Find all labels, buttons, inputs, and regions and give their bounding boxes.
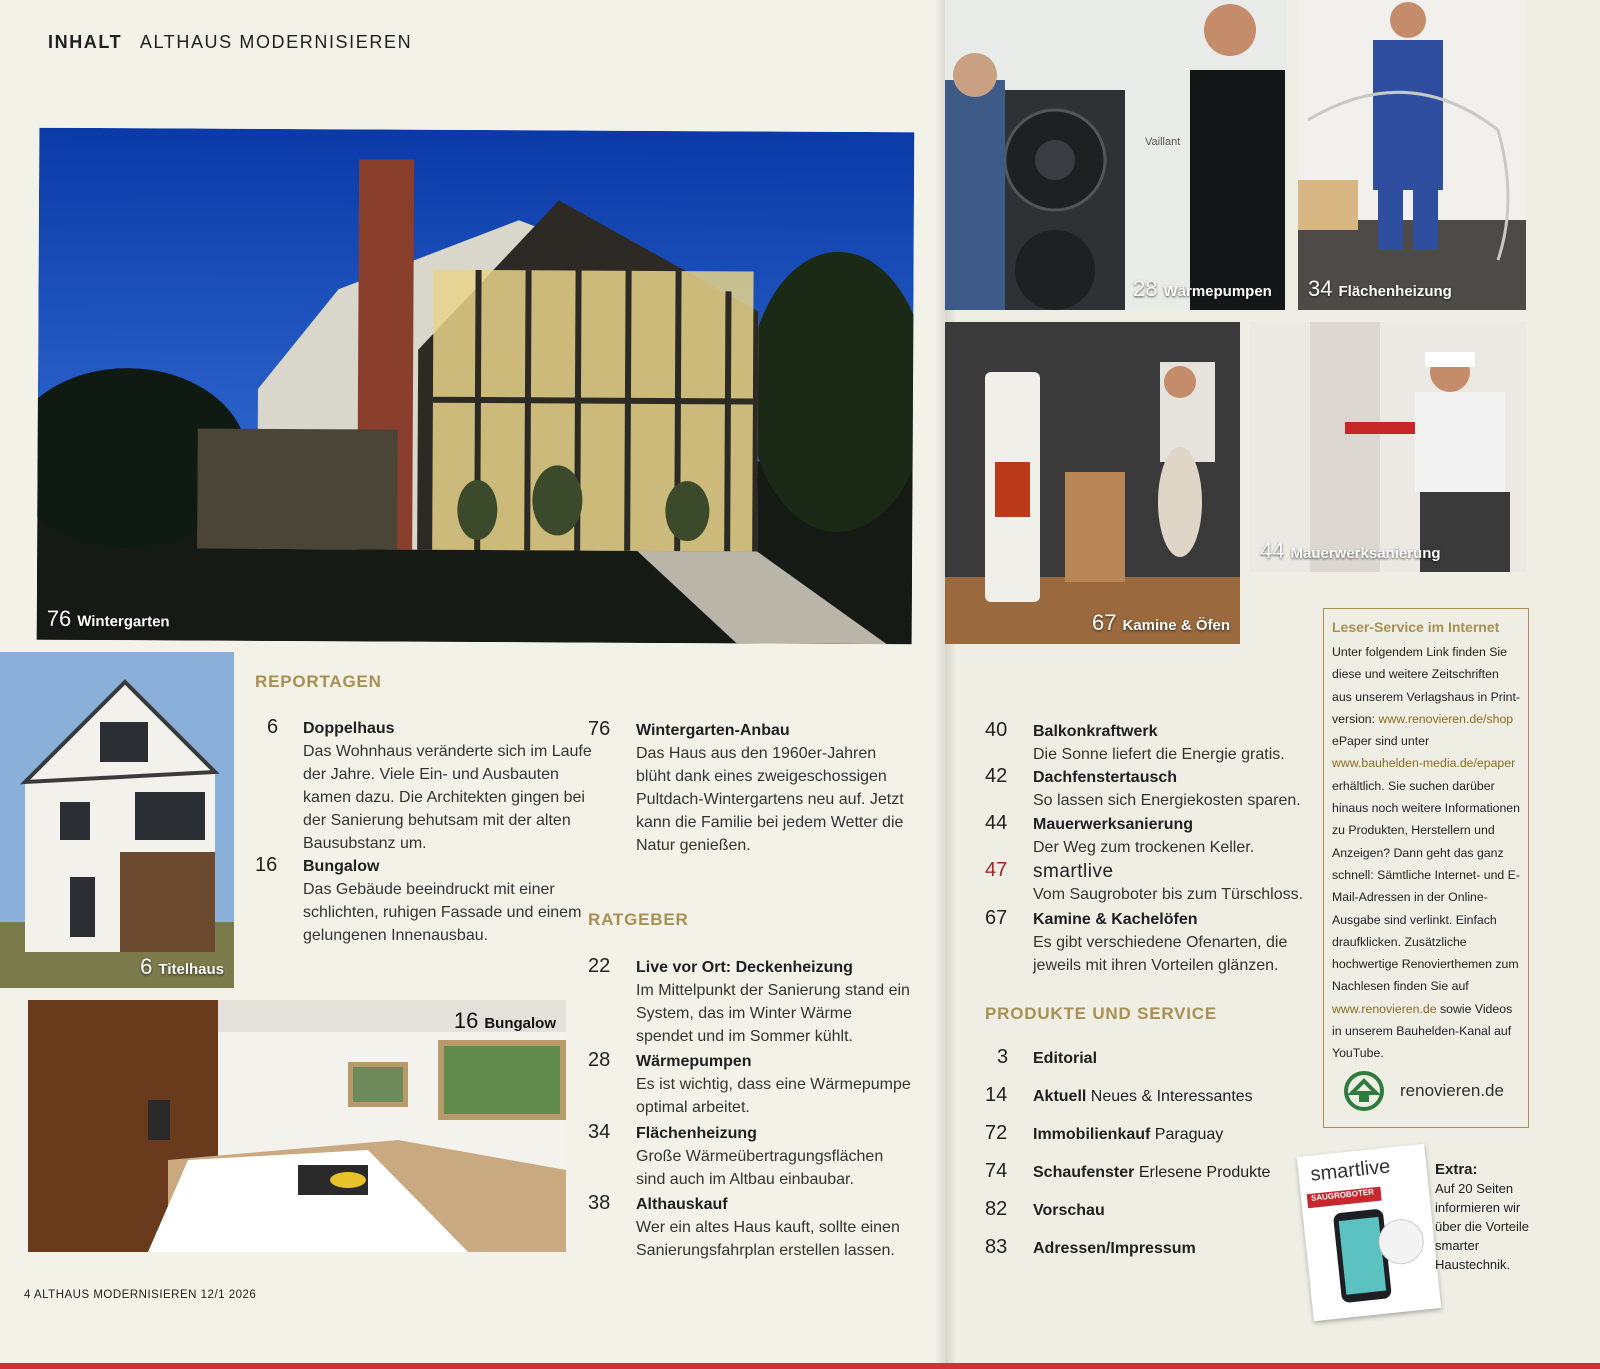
extra-note [1435,1160,1535,1274]
entry-description: Im Mittelpunkt der Sanierung stand ein System, das im Winter Wärme spendet und im Sommer kühlt. [636,982,910,1045]
leser-text-part: erhältlich. Sie suchen darüber hinaus noch weitere Informationen zu Produkten, Herstellern und Anzeigen? Dann geht das ganz schnell: Sämtliche Internet- und E-Mail-Adressen in der Online-Ausgabe sind verlinkt. Einfach draufklicken. Zusätzliche hochwertige Renovierthemen zum Nachlesen finden Sie auf [1332,778,1520,994]
caption-number: 67 [1091,610,1117,635]
section-label: INHALT [48,32,123,52]
entry-title: Mauerwerksanierung [1033,816,1194,833]
mauerwerk-caption [1260,538,1441,564]
toc-entry[interactable] [985,1200,1305,1230]
extra-text: Auf 20 Seiten informieren wir über die Vorteile smarter Haustechnik. [1435,1181,1529,1272]
entry-page: 72 [985,1122,1008,1144]
entry-title: Bungalow [303,858,380,875]
flaechenheizung-caption [1308,276,1452,302]
entry-page: 6 [267,716,279,738]
entry-page: 38 [588,1192,611,1214]
page-header [48,32,412,53]
entry-page: 40 [985,719,1008,741]
magazine-title: ALTHAUS MODERNISIEREN [139,32,413,52]
caption-label: Flächenheizung [1338,283,1452,300]
toc-entry[interactable] [985,1086,1305,1116]
magazine-illustration [1297,1144,1442,1321]
reportagen-heading: REPORTAGEN [255,672,382,691]
waermepumpen-caption [1133,276,1272,302]
bottom-edge [0,1363,1600,1369]
kamine-caption [1092,610,1230,636]
epaper-link[interactable]: www.bauhelden-media.de/epaper [1332,756,1516,771]
wintergarten-photo [37,128,915,645]
entry-description: Der Weg zum trockenen Keller. [1033,839,1255,856]
entry-description: Die Sonne liefert die Energie gratis. [1033,746,1285,763]
toc-entry[interactable] [985,1124,1305,1154]
leser-service-box [1323,608,1529,1128]
entry-title: Immobilienkauf [1033,1126,1151,1143]
entry-page: 14 [985,1084,1008,1106]
entry-title: Althauskauf [636,1196,728,1213]
caption-label: Titelhaus [158,961,224,978]
entry-description: So lassen sich Energiekosten sparen. [1033,792,1301,809]
caption-number: 16 [453,1008,479,1033]
mauerwerk-illustration [1250,322,1526,572]
magazine-badge: SAUGROBOTER [1307,1187,1382,1209]
ratgeber-heading: RATGEBER [588,910,689,929]
flaechenheizung-illustration [1298,0,1526,310]
entry-description: Große Wärmeübertragungsflächen sind auch im Altbau einbaubar. [636,1148,884,1188]
caption-label: Mauerwerksanierung [1290,545,1441,562]
titelhaus-photo [0,652,234,988]
entry-page: 67 [985,907,1008,929]
entry-page: 47 [985,859,1008,881]
caption-number: 34 [1308,276,1333,301]
entry-page: 34 [588,1121,611,1143]
entry-title: Dachfenstertausch [1033,769,1178,786]
entry-page: 3 [997,1046,1009,1068]
entry-subtitle: Neues & Interessantes [1086,1088,1253,1105]
caption-number: 28 [1133,276,1158,301]
smartlive-magazine-cover[interactable] [1297,1144,1442,1321]
leser-service-title: Leser-Service im Internet [1332,619,1500,635]
leser-service-text [1332,641,1520,1065]
entry-title: Balkonkraftwerk [1033,723,1158,740]
leser-text-part: sowie Videos in unserem Bauhelden-Kanal auf YouTube. [1332,1001,1513,1061]
shop-link[interactable]: www.renovieren.de/shop [1378,711,1514,726]
entry-description: Vom Saugroboter bis zum Türschloss. [1033,886,1304,903]
leser-text-part: ePaper sind unter [1332,734,1430,749]
logo-text: renovieren.de [1400,1081,1504,1100]
caption-label: Wintergarten [77,612,170,631]
titelhaus-illustration [0,652,234,988]
caption-label: Kamine & Öfen [1122,617,1230,634]
entry-page: 44 [985,812,1008,834]
entry-description: Das Haus aus den 1960er-Jahren blüht dank eines zweigeschossigen Pultdach-Wintergartens neu auf. Jetzt kann die Familie bei jedem Wetter die Natur genießen. [636,745,904,854]
entry-title: Wärmepumpen [636,1053,752,1070]
entry-page: 42 [985,765,1008,787]
bungalow-caption [454,1008,556,1034]
toc-entry[interactable] [985,1162,1305,1192]
entry-page: 16 [255,854,278,876]
bungalow-illustration [28,1000,566,1252]
page-footer: 4 ALTHAUS MODERNISIEREN 12/1 2026 [24,1289,257,1301]
toc-entry[interactable] [985,1048,1305,1078]
house-logo-icon [1342,1071,1388,1111]
mauerwerk-photo [1250,322,1526,572]
entry-title: Aktuell [1033,1088,1087,1105]
entry-page: 83 [985,1236,1008,1258]
entry-title: Live vor Ort: Deckenheizung [636,959,853,976]
entry-title: Vorschau [1033,1202,1105,1219]
renovieren-link[interactable]: www.renovieren.de [1332,1001,1437,1016]
vaillant-brand: Vaillant [1145,136,1181,148]
entry-title: Doppelhaus [303,720,395,737]
entry-title: Schaufenster [1033,1164,1135,1181]
caption-number: 6 [140,954,153,979]
flaechenheizung-photo [1298,0,1526,310]
bungalow-photo [28,1000,566,1252]
entry-description: Das Wohnhaus veränderte sich im Laufe der Jahre. Viele Ein- und Ausbauten kamen dazu. Die Architekten gingen bei der Sanierung behutsam mit der alten Bausubstanz um. [303,743,592,852]
entry-title: Editorial [1033,1050,1098,1067]
toc-entry[interactable] [985,1238,1305,1268]
renovieren-logo[interactable] [1342,1071,1522,1111]
entry-description: Das Gebäude beeindruckt mit einer schlichten, ruhigen Fassade und einem gelungenen Innenausbau. [303,881,582,944]
leser-text-part: Unter folgendem Link finden Sie diese und weitere Zeitschriften aus unserem Verlagshaus in Print-version: [1332,645,1520,726]
smartlive-logo: smartlive [1033,861,1114,882]
entry-description: Wer ein altes Haus kauft, sollte einen Sanierungsfahrplan erstellen lassen. [636,1219,900,1259]
caption-label: Bungalow [484,1015,556,1032]
entry-title: Kamine & Kachelöfen [1033,911,1198,928]
waermepumpen-photo [945,0,1287,310]
entry-page: 76 [588,718,611,740]
caption-number: 44 [1260,538,1285,563]
extra-title: Extra: [1435,1161,1478,1178]
entry-description: Es gibt verschiedene Ofenarten, die jeweils mit ihren Vorteilen glänzen. [1033,934,1288,974]
titelhaus-caption [140,954,224,980]
entry-title: Adressen/Impressum [1033,1240,1196,1257]
entry-title: Flächenheizung [636,1125,757,1142]
waermepumpen-illustration [945,0,1287,310]
kamine-photo [945,322,1240,644]
entry-description: Es ist wichtig, dass eine Wärmepumpe optimal arbeitet. [636,1076,911,1116]
entry-subtitle: Paraguay [1150,1126,1224,1143]
entry-page: 28 [588,1049,611,1071]
entry-page: 74 [985,1160,1008,1182]
wintergarten-illustration [37,128,915,645]
entry-page: 82 [985,1198,1008,1220]
entry-page: 22 [588,955,611,977]
caption-label: Wärmepumpen [1163,283,1272,300]
wintergarten-caption [47,606,170,633]
produkte-heading: PRODUKTE UND SERVICE [985,1004,1217,1023]
magazine-title: smartlive [1309,1155,1392,1186]
entry-title: Wintergarten-Anbau [636,722,790,739]
caption-number: 76 [46,605,72,631]
kamine-illustration [945,322,1240,644]
entry-subtitle: Erlesene Produkte [1134,1164,1271,1181]
